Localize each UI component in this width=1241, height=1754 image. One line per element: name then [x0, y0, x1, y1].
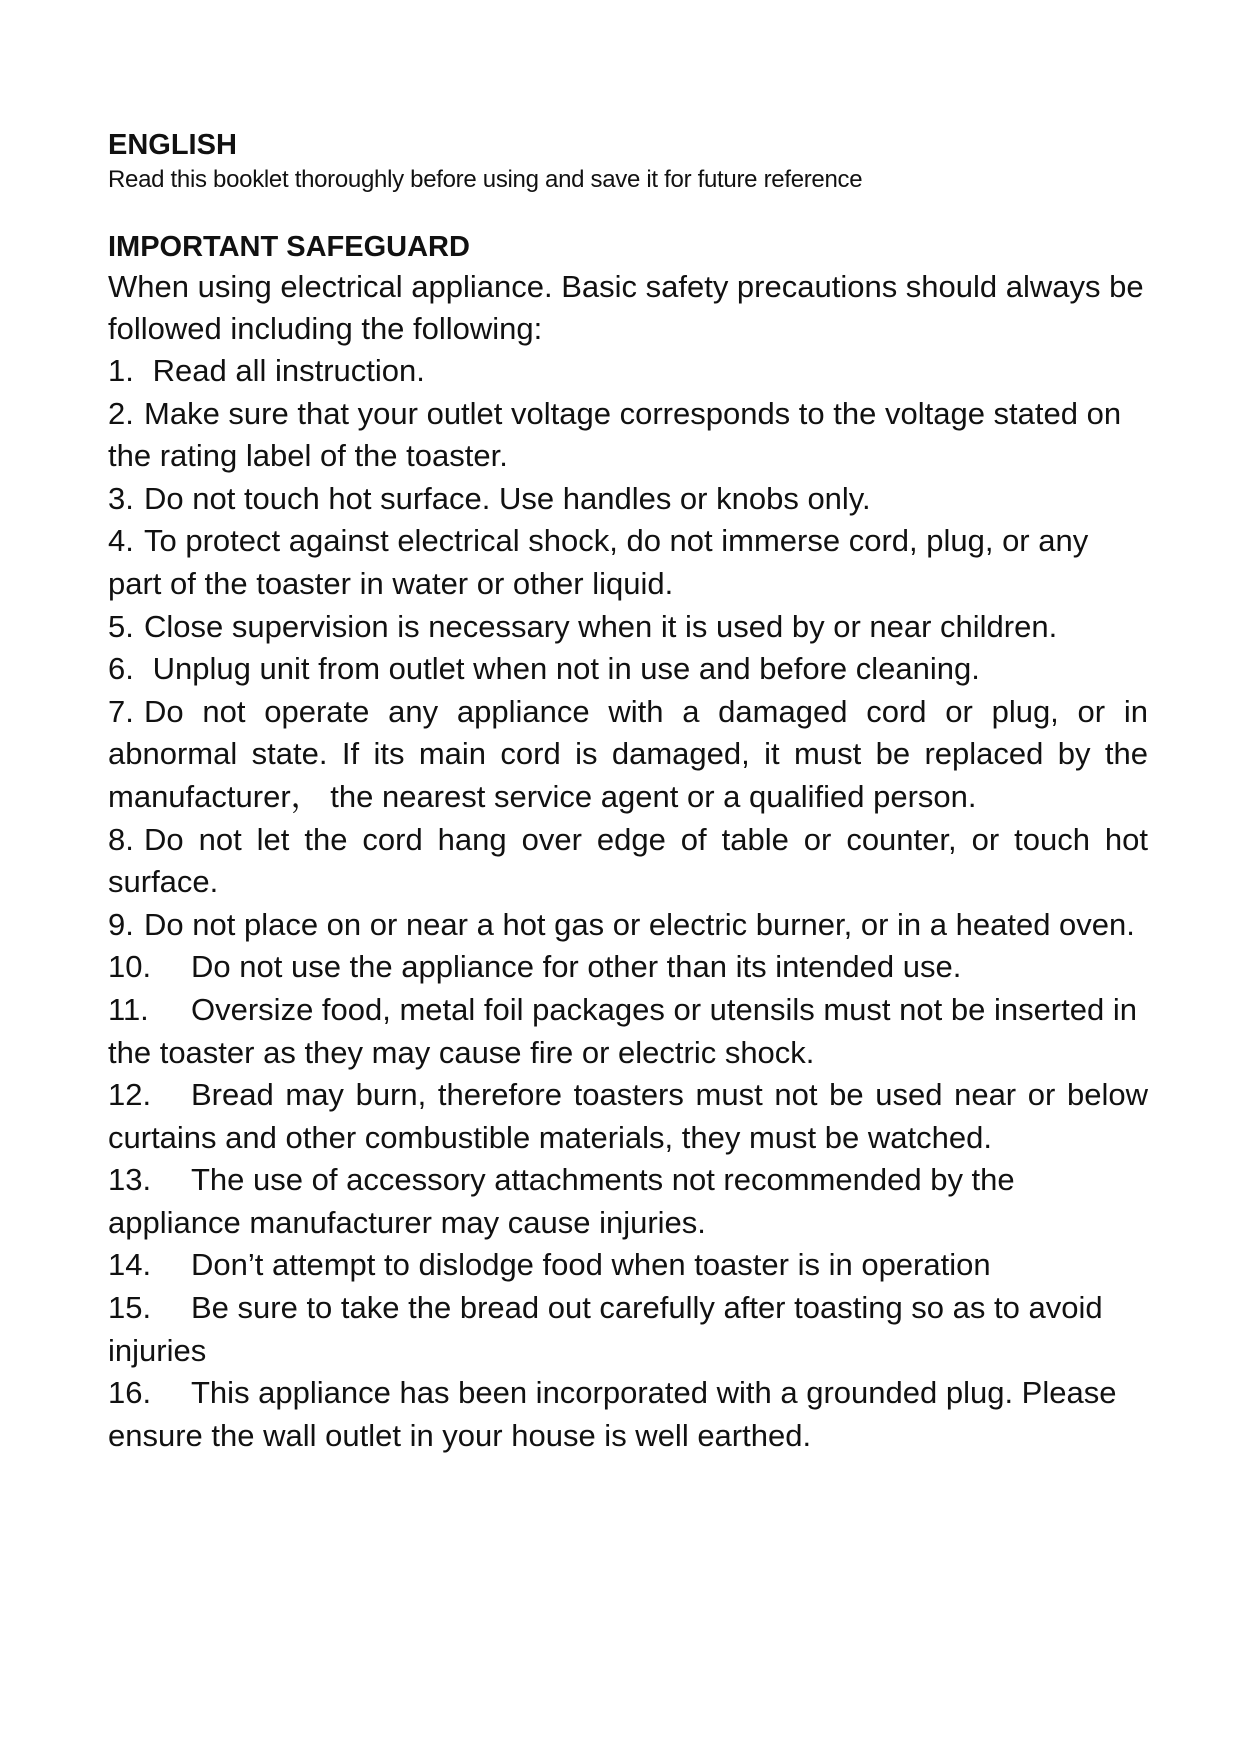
item-number: 2.	[108, 395, 134, 431]
list-item	[108, 946, 1148, 989]
document-page	[108, 128, 1148, 1457]
item-text: Do not place on or near a hot gas or electric burner, or in a heated oven.	[144, 906, 1135, 942]
list-item	[108, 1159, 1148, 1244]
item-text: Bread may burn, therefore toasters must not be used near or below curtains and other combustible materials, they must be watched.	[108, 1077, 1148, 1155]
item-text: Do not operate any appliance with a damaged cord or plug, or in abnormal state. If its main cord is damaged, it must be replaced by the manufacturer， the nearest service agent or a qualified person.	[108, 693, 1148, 814]
list-item	[108, 691, 1148, 819]
item-number: 9.	[108, 906, 134, 942]
item-text: To protect against electrical shock, do not immerse cord, plug, or any part of the toaster in water or other liquid.	[108, 523, 1089, 601]
item-number: 1.	[108, 353, 134, 388]
list-item	[108, 648, 1148, 691]
language-heading: ENGLISH	[108, 129, 237, 161]
item-number: 13.	[108, 1162, 152, 1198]
item-number: 7.	[108, 693, 134, 729]
item-number: 8.	[108, 821, 134, 857]
safeguard-list	[108, 350, 1148, 1457]
item-text: Do not let the cord hang over edge of table or counter, or touch hot surface.	[108, 821, 1148, 900]
list-item	[108, 478, 1148, 521]
item-number: 11.	[108, 991, 149, 1027]
item-number: 5.	[108, 608, 134, 644]
item-number: 14.	[108, 1247, 152, 1283]
item-text: Oversize food, metal foil packages or utensils must not be inserted in the toaster as they may cause fire or electric shock.	[108, 991, 1137, 1070]
booklet-instruction: Read this booklet thoroughly before using and save it for future reference	[108, 166, 863, 193]
item-number: 12.	[108, 1077, 152, 1113]
list-item	[108, 1244, 1148, 1287]
item-number: 3.	[108, 480, 134, 516]
item-number: 4.	[108, 523, 134, 559]
item-text: Unplug unit from outlet when not in use and before cleaning.	[152, 651, 980, 687]
item-text: Make sure that your outlet voltage corresponds to the voltage stated on the rating label of the toaster.	[108, 395, 1122, 474]
item-number: 10.	[108, 949, 152, 985]
list-item	[108, 1372, 1148, 1457]
item-text: Do not use the appliance for other than its intended use.	[191, 949, 962, 985]
list-item	[108, 1074, 1148, 1159]
item-number: 15.	[108, 1290, 152, 1326]
item-text: This appliance has been incorporated with a grounded plug. Please ensure the wall outlet in your house is well earthed.	[108, 1375, 1117, 1453]
list-item	[108, 350, 1148, 393]
item-text: Close supervision is necessary when it is used by or near children.	[144, 608, 1058, 644]
list-item	[108, 520, 1148, 605]
item-text: The use of accessory attachments not recommended by the appliance manufacturer may cause injuries.	[108, 1162, 1015, 1240]
item-number: 16.	[108, 1375, 152, 1411]
item-text: Don’t attempt to dislodge food when toaster is in operation	[191, 1247, 991, 1283]
list-item	[108, 1287, 1148, 1372]
list-item	[108, 393, 1148, 478]
item-text: Be sure to take the bread out carefully after toasting so as to avoid injuries	[108, 1290, 1103, 1368]
item-text: Do not touch hot surface. Use handles or knobs only.	[144, 480, 871, 516]
list-item	[108, 819, 1148, 904]
item-number: 6.	[108, 651, 134, 687]
list-item	[108, 606, 1148, 649]
section-title: IMPORTANT SAFEGUARD	[108, 231, 470, 263]
section-intro: When using electrical appliance. Basic safety precautions should always be followed including the following:	[108, 269, 1144, 346]
list-item	[108, 989, 1148, 1074]
item-text: Read all instruction.	[152, 353, 425, 388]
list-item	[108, 904, 1148, 947]
